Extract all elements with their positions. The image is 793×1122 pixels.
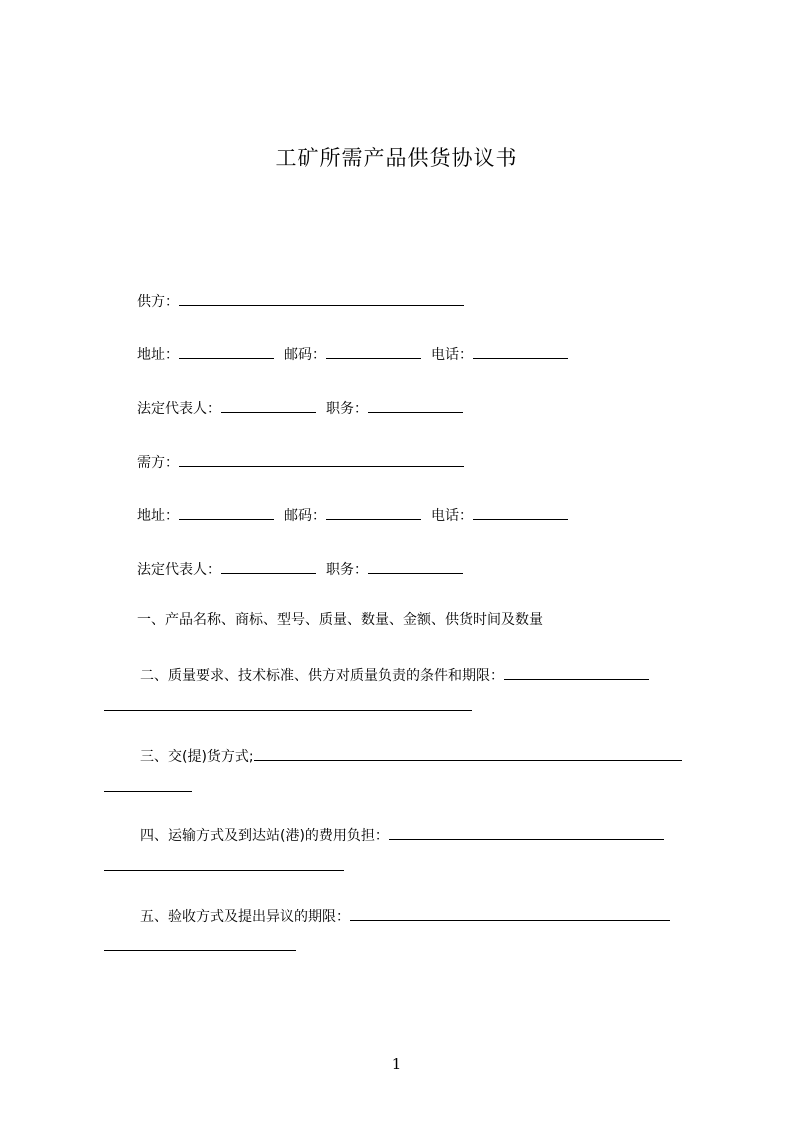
clause-5-line — [140, 905, 670, 927]
supplier-title-label: 职务： — [326, 401, 368, 417]
clause-4-field[interactable] — [389, 824, 664, 840]
clause-3-line — [140, 745, 682, 767]
supplier-name-field[interactable] — [179, 290, 464, 306]
clause-5-field[interactable] — [350, 905, 670, 921]
buyer-rep-field[interactable] — [221, 558, 316, 574]
clause-2-line — [140, 664, 649, 686]
buyer-phone-field[interactable] — [473, 504, 568, 520]
supplier-rep-label: 法定代表人： — [137, 401, 221, 417]
supplier-address-field[interactable] — [179, 343, 274, 359]
buyer-title-field[interactable] — [368, 558, 463, 574]
buyer-phone-label: 电话： — [431, 508, 473, 524]
supplier-zip-label: 邮码： — [284, 347, 326, 363]
buyer-rep-line — [137, 558, 463, 580]
supplier-contact-line — [137, 343, 568, 365]
clause-2-field[interactable] — [504, 664, 649, 680]
supplier-label: 供方： — [137, 294, 179, 310]
buyer-rep-label: 法定代表人： — [137, 562, 221, 578]
supplier-address-label: 地址： — [137, 347, 179, 363]
clause-5-label: 五、验收方式及提出异议的期限： — [140, 909, 350, 925]
clause-3-field[interactable] — [254, 745, 682, 761]
buyer-address-field[interactable] — [179, 504, 274, 520]
supplier-rep-field[interactable] — [221, 397, 316, 413]
buyer-name-field[interactable] — [179, 451, 464, 467]
buyer-title-label: 职务： — [326, 562, 368, 578]
buyer-line — [137, 451, 464, 473]
supplier-rep-line — [137, 397, 463, 419]
buyer-zip-field[interactable] — [326, 504, 421, 520]
supplier-title-field[interactable] — [368, 397, 463, 413]
clause-4-label: 四、运输方式及到达站(港)的费用负担： — [140, 828, 389, 844]
buyer-zip-label: 邮码： — [284, 508, 326, 524]
clause-4-line — [140, 824, 664, 846]
supplier-phone-label: 电话： — [431, 347, 473, 363]
document-title: 工矿所需产品供货协议书 — [275, 146, 518, 170]
clause-3-label: 三、交(提)货方式; — [140, 749, 254, 765]
clause-4-continuation[interactable] — [104, 869, 344, 871]
clause-2-continuation[interactable] — [104, 709, 472, 711]
clause-3-continuation[interactable] — [104, 790, 192, 792]
clause-5-continuation[interactable] — [104, 949, 296, 951]
buyer-contact-line — [137, 504, 568, 526]
supplier-phone-field[interactable] — [473, 343, 568, 359]
supplier-zip-field[interactable] — [326, 343, 421, 359]
clause-2-label: 二、质量要求、技术标准、供方对质量负责的条件和期限： — [140, 668, 504, 684]
buyer-label: 需方： — [137, 455, 179, 471]
page-number: 1 — [391, 1055, 402, 1073]
clause-1: 一、产品名称、商标、型号、质量、数量、金额、供货时间及数量 — [137, 612, 543, 628]
supplier-line — [137, 290, 464, 312]
buyer-address-label: 地址： — [137, 508, 179, 524]
